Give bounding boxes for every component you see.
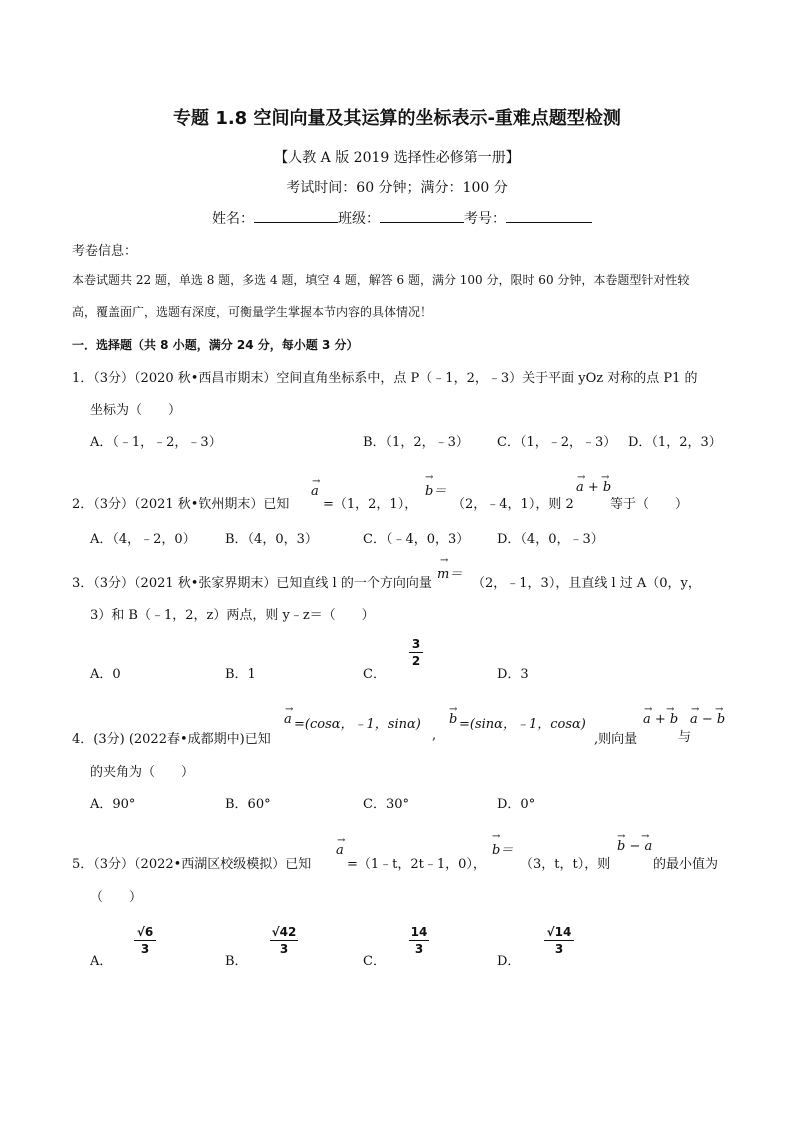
name-label: 姓名： xyxy=(212,211,254,227)
q4-comma: , xyxy=(432,728,437,743)
q5-d-denominator: 3 xyxy=(554,942,564,956)
section-heading: 一．选择题（共 8 小题，满分 24 分，每小题 3 分） xyxy=(72,338,359,352)
q1-option-b[interactable]: B．（1，2，﹣3） xyxy=(363,435,469,450)
q4-vector-b: → b xyxy=(449,704,458,727)
q3-stem-2: 3）和 B（﹣1，2，z）两点，则 y﹣z＝（ ） xyxy=(90,608,375,623)
q1-stem: 1．（3分）（2020 秋•西昌市期末）空间直角坐标系中，点 P（﹣1，2，﹣3）关于平面 yOz 对称的点 P1 的 xyxy=(72,371,698,386)
q5-option-b[interactable]: B． xyxy=(225,954,248,969)
q5-d-numerator: √14 xyxy=(544,925,574,941)
exam-info: 考试时间：60 分钟；满分：100 分 xyxy=(286,180,508,196)
q5-b-denominator: 3 xyxy=(279,942,289,956)
q2-suffix: 等于（ ） xyxy=(610,497,689,512)
q4-a-value: =(cosα，﹣1，sinα) xyxy=(294,717,421,732)
q4-option-c[interactable]: C．30° xyxy=(363,797,409,812)
number-blank[interactable] xyxy=(506,208,592,223)
q3-prefix: 3．（3分）（2021 秋•张家界期末）已知直线 l 的一个方向向量 xyxy=(72,576,432,591)
q2-b-value: （2，﹣4，1），则 2 xyxy=(452,497,574,512)
q3-option-c[interactable]: C． xyxy=(363,667,386,682)
q1-stem-2: 坐标为（ ） xyxy=(90,403,182,418)
q3-suffix: （2，﹣1，3），且直线 l 过 A（0，y， xyxy=(472,576,701,591)
edition-line: 【人教 A 版 2019 选择性必修第一册】 xyxy=(274,150,520,166)
q5-b-value: （3，t，t），则 xyxy=(520,857,611,872)
q5-c-numerator: 14 xyxy=(410,925,428,939)
number-label: 考号： xyxy=(464,211,506,227)
q3-c-numerator: 3 xyxy=(409,637,423,653)
q4-prefix: 4．(3分) (2022春•成都期中)已知 xyxy=(72,732,271,747)
q5-option-c-fraction xyxy=(409,925,429,956)
q5-stem-2: （ ） xyxy=(90,890,143,905)
q5-option-c[interactable]: C． xyxy=(363,954,386,969)
q5-a-value: =（1﹣t，2t﹣1，0）， xyxy=(347,857,486,872)
q2-option-c[interactable]: C．（﹣4，0，3） xyxy=(363,532,470,547)
student-info-row xyxy=(212,208,592,228)
q5-a-denominator: 3 xyxy=(140,942,150,956)
notice-line-2: 高，覆盖面广，选题有深度，可衡量学生掌握本节内容的具体情况！ xyxy=(72,305,433,319)
q3-option-c-fraction xyxy=(409,637,423,668)
q3-c-denominator: 2 xyxy=(411,654,421,668)
q4-mid: ,则向量 xyxy=(594,732,638,747)
q3-option-d[interactable]: D．3 xyxy=(497,667,529,682)
q2-option-b[interactable]: B．（4，0，3） xyxy=(225,532,318,547)
q1-option-d[interactable]: D．（1，2，3） xyxy=(628,435,722,450)
q4-option-d[interactable]: D．0° xyxy=(497,797,536,812)
q5-b-numerator: √42 xyxy=(271,925,297,939)
q4-with: 与 xyxy=(678,730,692,745)
q5-expression-b-minus-a: → → b − a xyxy=(617,831,653,854)
q5-option-b-fraction xyxy=(270,925,298,956)
q1-option-a[interactable]: A．（﹣1，﹣2，﹣3） xyxy=(90,435,222,450)
q5-option-d[interactable]: D． xyxy=(497,954,521,969)
notice-line-1: 本卷试题共 22 题，单选 8 题，多选 4 题，填空 4 题，解答 6 题，满分 100 分，限时 60 分钟，本卷题型针对性较 xyxy=(72,273,690,287)
q1-option-c[interactable]: C．（1，﹣2，﹣3） xyxy=(497,435,617,450)
q3-option-b[interactable]: B．1 xyxy=(225,667,256,682)
q2-prefix: 2．（3分）（2021 秋•钦州期末）已知 xyxy=(72,497,290,512)
q4-option-a[interactable]: A．90° xyxy=(90,797,136,812)
notice-heading: 考卷信息： xyxy=(72,244,138,259)
class-label: 班级： xyxy=(338,211,380,227)
q2-vector-a: → a xyxy=(311,476,321,499)
q5-suffix: 的最小值为 xyxy=(653,857,719,872)
q5-vector-a: → a xyxy=(336,835,346,858)
q5-option-a[interactable]: A． xyxy=(90,954,113,969)
q5-c-denominator: 3 xyxy=(414,942,424,956)
class-blank[interactable] xyxy=(380,208,464,223)
q3-vector-m: → m＝ xyxy=(437,555,463,582)
q4-option-b[interactable]: B．60° xyxy=(225,797,271,812)
q4-vector-a: → a xyxy=(284,704,294,727)
q5-prefix: 5．（3分）（2022•西湖区校级模拟）已知 xyxy=(72,857,312,872)
q4-expression-a-minus-b: → → a − b xyxy=(690,704,726,727)
name-blank[interactable] xyxy=(254,208,338,223)
q5-option-a-fraction xyxy=(134,925,156,956)
q4-stem-2: 的夹角为（ ） xyxy=(90,765,195,780)
q2-option-d[interactable]: D．（4，0，﹣3） xyxy=(497,532,604,547)
q2-option-a[interactable]: A．（4，﹣2，0） xyxy=(90,532,196,547)
q4-expression-a-plus-b: → → a + b xyxy=(643,704,679,727)
q5-a-numerator: √6 xyxy=(134,925,156,941)
q4-b-value: =(sinα，﹣1，cosα) xyxy=(459,717,586,732)
q2-vector-b: → b＝ xyxy=(425,472,447,499)
q2-expression-a-plus-b: → → a + b xyxy=(576,472,612,495)
q3-option-a[interactable]: A．0 xyxy=(90,667,121,682)
document-title: 专题 1.8 空间向量及其运算的坐标表示-重难点题型检测 xyxy=(173,108,621,129)
q5-vector-b: → b＝ xyxy=(492,831,514,858)
q5-option-d-fraction xyxy=(544,925,574,956)
q2-a-value: =（1，2，1）， xyxy=(323,497,418,512)
